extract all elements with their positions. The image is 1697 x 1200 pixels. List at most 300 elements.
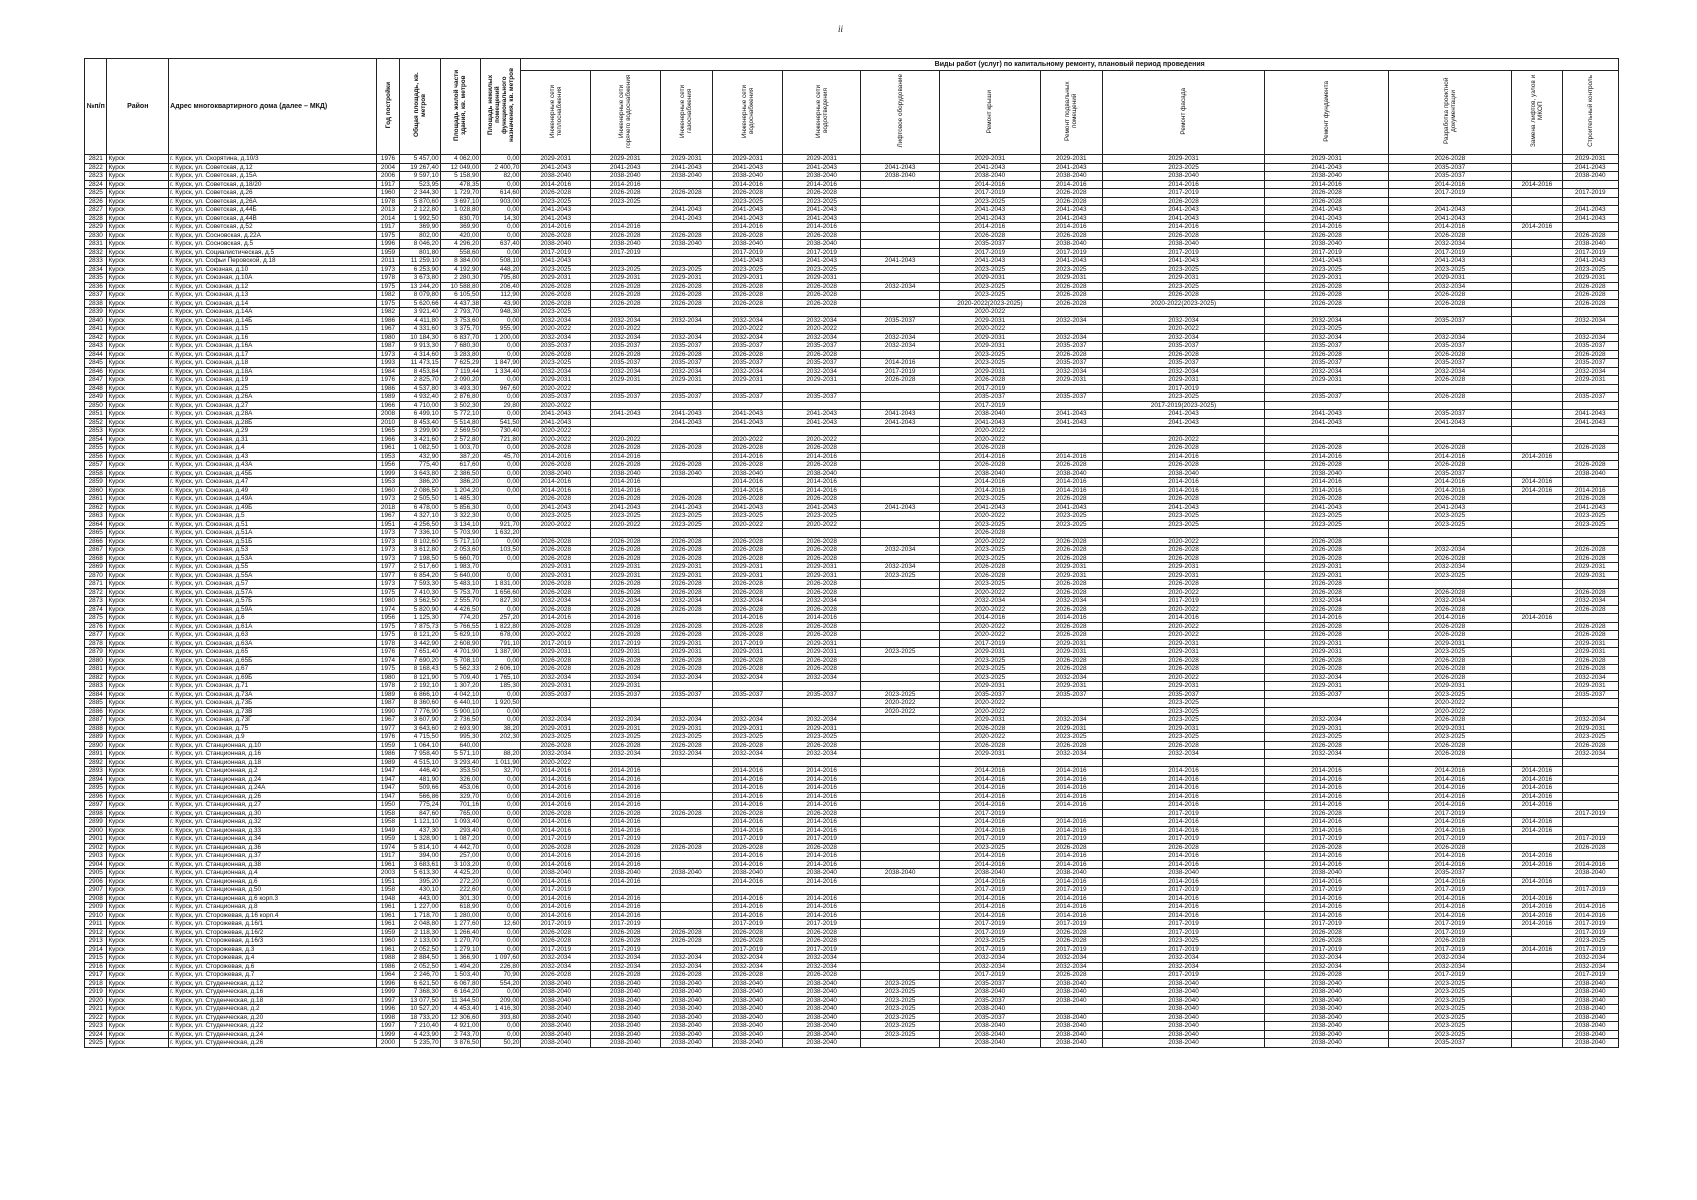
cell-work-12: 2026-2028 xyxy=(1562,444,1618,453)
cell-work-1: 2035-2037 xyxy=(591,393,661,402)
cell-work-9 xyxy=(1265,707,1388,716)
cell-work-7 xyxy=(1040,707,1102,716)
cell-district: Курск xyxy=(107,801,169,810)
cell-total-area: 2 122,80 xyxy=(400,206,440,215)
cell-work-10: 2026-2028 xyxy=(1388,461,1511,470)
cell-work-8: 2020-2022 xyxy=(1102,673,1265,682)
cell-work-1: 2032-2034 xyxy=(591,367,661,376)
cell-address: г. Курск, ул. Советская, д.26А xyxy=(169,197,377,206)
cell-work-7: 2038-2040 xyxy=(1040,1039,1102,1048)
cell-year: 1993 xyxy=(376,359,400,368)
cell-work-1: 2020-2022 xyxy=(591,520,661,529)
cell-nonres-area: 0,00 xyxy=(481,801,521,810)
cell-district: Курск xyxy=(107,435,169,444)
table-row xyxy=(85,614,1619,623)
cell-work-6: 2020-2022 xyxy=(939,699,1040,708)
cell-work-5 xyxy=(861,240,940,249)
cell-living-area: 1 087,20 xyxy=(440,835,480,844)
cell-district: Курск xyxy=(107,605,169,614)
cell-work-5 xyxy=(861,180,940,189)
cell-work-5 xyxy=(861,614,940,623)
cell-num: 2843 xyxy=(85,342,107,351)
cell-num: 2921 xyxy=(85,1005,107,1014)
cell-work-5: 2023-2025 xyxy=(861,996,940,1005)
cell-num: 2845 xyxy=(85,359,107,368)
cell-nonres-area: 0,00 xyxy=(481,809,521,818)
cell-work-9: 2014-2016 xyxy=(1265,826,1388,835)
cell-num: 2875 xyxy=(85,614,107,623)
cell-work-5 xyxy=(861,461,940,470)
table-row xyxy=(85,733,1619,742)
cell-work-9: 2038-2040 xyxy=(1265,988,1388,997)
cell-work-12: 2035-2037 xyxy=(1562,690,1618,699)
cell-work-2 xyxy=(660,911,713,920)
cell-work-1: 2038-2040 xyxy=(591,1022,661,1031)
cell-work-2 xyxy=(660,860,713,869)
cell-living-area: 12 049,00 xyxy=(440,163,480,172)
cell-num: 2894 xyxy=(85,775,107,784)
cell-work-12: 2026-2028 xyxy=(1562,554,1618,563)
cell-work-0: 2032-2034 xyxy=(521,597,591,606)
cell-address: г. Курск, ул. Союзная, д.16А xyxy=(169,342,377,351)
cell-work-1: 2032-2034 xyxy=(591,316,661,325)
cell-work-2 xyxy=(660,818,713,827)
cell-work-2: 2038-2040 xyxy=(660,996,713,1005)
cell-district: Курск xyxy=(107,163,169,172)
cell-work-11 xyxy=(1512,325,1562,334)
cell-address: г. Курск, ул. Станционная, д.50 xyxy=(169,886,377,895)
cell-work-2: 2038-2040 xyxy=(660,1039,713,1048)
cell-work-10: 2023-2025 xyxy=(1388,648,1511,657)
cell-work-4: 2026-2028 xyxy=(782,937,861,946)
cell-work-10: 2029-2031 xyxy=(1388,274,1511,283)
cell-work-4: 2026-2028 xyxy=(782,350,861,359)
cell-work-2: 2038-2040 xyxy=(660,1030,713,1039)
cell-nonres-area: 721,80 xyxy=(481,435,521,444)
cell-work-6: 2038-2040 xyxy=(939,410,1040,419)
cell-work-5 xyxy=(861,427,940,436)
cell-district: Курск xyxy=(107,1039,169,1048)
cell-work-12: 2017-2019 xyxy=(1562,835,1618,844)
cell-living-area: 5 571,10 xyxy=(440,750,480,759)
cell-work-8: 2017-2019 xyxy=(1102,886,1265,895)
table-row xyxy=(85,903,1619,912)
cell-work-9: 2026-2028 xyxy=(1265,546,1388,555)
cell-work-12: 2017-2019 xyxy=(1562,248,1618,257)
cell-work-4 xyxy=(782,707,861,716)
cell-work-10: 2014-2016 xyxy=(1388,894,1511,903)
cell-work-1 xyxy=(591,206,661,215)
cell-nonres-area: 0,00 xyxy=(481,937,521,946)
cell-work-10: 2014-2016 xyxy=(1388,614,1511,623)
cell-district: Курск xyxy=(107,376,169,385)
cell-work-2 xyxy=(660,180,713,189)
cell-address: г. Курск, ул. Станционная, д.10 xyxy=(169,741,377,750)
cell-work-9: 2017-2019 xyxy=(1265,248,1388,257)
cell-work-0: 2020-2022 xyxy=(521,758,591,767)
table-row xyxy=(85,775,1619,784)
cell-work-2: 2035-2037 xyxy=(660,342,713,351)
cell-work-2: 2026-2028 xyxy=(660,444,713,453)
table-row xyxy=(85,206,1619,215)
cell-work-4: 2032-2034 xyxy=(782,750,861,759)
cell-work-10: 2017-2019 xyxy=(1388,189,1511,198)
cell-work-10: 2041-2043 xyxy=(1388,503,1511,512)
cell-work-6: 2035-2037 xyxy=(939,393,1040,402)
cell-nonres-area xyxy=(481,495,521,504)
cell-total-area: 2 517,60 xyxy=(400,563,440,572)
cell-work-2: 2041-2043 xyxy=(660,418,713,427)
cell-work-5: 2032-2034 xyxy=(861,282,940,291)
cell-total-area: 775,24 xyxy=(400,801,440,810)
cell-work-0: 2032-2034 xyxy=(521,316,591,325)
cell-work-5 xyxy=(861,393,940,402)
cell-work-11 xyxy=(1512,665,1562,674)
cell-work-0: 2032-2034 xyxy=(521,333,591,342)
cell-work-8: 2017-2019 xyxy=(1102,920,1265,929)
cell-work-10: 2032-2034 xyxy=(1388,563,1511,572)
cell-nonres-area: 103,50 xyxy=(481,546,521,555)
cell-work-9: 2026-2028 xyxy=(1265,189,1388,198)
cell-work-5 xyxy=(861,682,940,691)
cell-work-6: 2023-2025 xyxy=(939,843,1040,852)
cell-work-12: 2023-2025 xyxy=(1562,733,1618,742)
cell-address: г. Курск, ул. Станционная, д.24 xyxy=(169,775,377,784)
cell-work-10: 2035-2037 xyxy=(1388,342,1511,351)
table-row xyxy=(85,1005,1619,1014)
table-row xyxy=(85,495,1619,504)
cell-work-0: 2014-2016 xyxy=(521,775,591,784)
cell-work-2 xyxy=(660,801,713,810)
cell-work-5: 2026-2028 xyxy=(861,376,940,385)
cell-work-5 xyxy=(861,775,940,784)
cell-work-3: 2029-2031 xyxy=(713,376,783,385)
cell-work-4: 2038-2040 xyxy=(782,1022,861,1031)
table-row xyxy=(85,758,1619,767)
cell-address: г. Курск, ул. Студенческая, д.20 xyxy=(169,1013,377,1022)
cell-living-area: 5 629,10 xyxy=(440,631,480,640)
cell-address: г. Курск, ул. Союзная, д.13 xyxy=(169,291,377,300)
cell-year: 2008 xyxy=(376,410,400,419)
cell-work-9: 2026-2028 xyxy=(1265,282,1388,291)
cell-work-8: 2026-2028 xyxy=(1102,231,1265,240)
cell-num: 2829 xyxy=(85,223,107,232)
cell-work-1 xyxy=(591,401,661,410)
cell-work-2: 2026-2028 xyxy=(660,971,713,980)
cell-work-1: 2029-2031 xyxy=(591,563,661,572)
header-living-area: Площадь жилой части здания, кв. метров xyxy=(440,59,480,155)
cell-work-7: 2026-2028 xyxy=(1040,554,1102,563)
cell-work-3: 2032-2034 xyxy=(713,367,783,376)
cell-work-9: 2038-2040 xyxy=(1265,469,1388,478)
cell-work-11 xyxy=(1512,427,1562,436)
cell-work-6: 2014-2016 xyxy=(939,478,1040,487)
cell-num: 2862 xyxy=(85,503,107,512)
cell-work-1: 2026-2028 xyxy=(591,546,661,555)
cell-work-2: 2023-2025 xyxy=(660,520,713,529)
table-row xyxy=(85,724,1619,733)
cell-total-area: 4 327,10 xyxy=(400,512,440,521)
cell-work-4 xyxy=(782,529,861,538)
cell-work-8: 2032-2034 xyxy=(1102,316,1265,325)
cell-living-area: 6 440,10 xyxy=(440,699,480,708)
cell-work-0 xyxy=(521,529,591,538)
cell-work-8: 2014-2016 xyxy=(1102,775,1265,784)
cell-work-2: 2038-2040 xyxy=(660,469,713,478)
cell-work-8 xyxy=(1102,308,1265,317)
cell-work-1: 2038-2040 xyxy=(591,996,661,1005)
cell-work-12: 2032-2034 xyxy=(1562,597,1618,606)
table-row xyxy=(85,690,1619,699)
cell-work-8: 2014-2016 xyxy=(1102,223,1265,232)
cell-work-1: 2014-2016 xyxy=(591,911,661,920)
cell-work-10: 2023-2025 xyxy=(1388,1030,1511,1039)
cell-work-12 xyxy=(1562,427,1618,436)
cell-living-area: 3 502,30 xyxy=(440,401,480,410)
cell-address: г. Курск, ул. Союзная, д.49 xyxy=(169,486,377,495)
cell-work-5 xyxy=(861,903,940,912)
cell-work-10: 2026-2028 xyxy=(1388,605,1511,614)
cell-work-7 xyxy=(1040,325,1102,334)
cell-year: 1987 xyxy=(376,699,400,708)
cell-year: 1986 xyxy=(376,962,400,971)
cell-year: 1961 xyxy=(376,444,400,453)
cell-work-3: 2038-2040 xyxy=(713,469,783,478)
cell-district: Курск xyxy=(107,248,169,257)
cell-work-0: 2038-2040 xyxy=(521,1039,591,1048)
table-row xyxy=(85,877,1619,886)
cell-work-12: 2017-2019 xyxy=(1562,920,1618,929)
cell-work-11 xyxy=(1512,563,1562,572)
cell-work-7: 2029-2031 xyxy=(1040,563,1102,572)
cell-work-1: 2029-2031 xyxy=(591,274,661,283)
cell-work-2: 2026-2028 xyxy=(660,843,713,852)
cell-nonres-area: 0,00 xyxy=(481,911,521,920)
cell-nonres-area: 0,00 xyxy=(481,537,521,546)
cell-work-12: 2014-2016 xyxy=(1562,903,1618,912)
cell-num: 2830 xyxy=(85,231,107,240)
header-work-0: Инженерные сети теплоснабжения xyxy=(521,71,591,155)
cell-year: 1917 xyxy=(376,180,400,189)
cell-work-7: 2038-2040 xyxy=(1040,996,1102,1005)
cell-district: Курск xyxy=(107,928,169,937)
cell-year: 2003 xyxy=(376,869,400,878)
table-row xyxy=(85,792,1619,801)
cell-work-0 xyxy=(521,699,591,708)
cell-work-1: 2038-2040 xyxy=(591,869,661,878)
cell-district: Курск xyxy=(107,231,169,240)
cell-work-0: 2038-2040 xyxy=(521,1030,591,1039)
cell-living-area: 5 753,70 xyxy=(440,588,480,597)
cell-work-10: 2017-2019 xyxy=(1388,886,1511,895)
cell-work-11 xyxy=(1512,716,1562,725)
cell-district: Курск xyxy=(107,308,169,317)
cell-district: Курск xyxy=(107,546,169,555)
cell-living-area: 4 437,38 xyxy=(440,299,480,308)
table-row xyxy=(85,869,1619,878)
cell-work-4 xyxy=(782,427,861,436)
cell-work-5 xyxy=(861,937,940,946)
cell-work-10: 2035-2037 xyxy=(1388,163,1511,172)
cell-work-10: 2023-2025 xyxy=(1388,571,1511,580)
cell-work-4: 2014-2016 xyxy=(782,818,861,827)
cell-work-6: 2023-2025 xyxy=(939,656,1040,665)
cell-work-10: 2026-2028 xyxy=(1388,444,1511,453)
cell-work-10: 2035-2037 xyxy=(1388,359,1511,368)
cell-living-area: 5 766,55 xyxy=(440,622,480,631)
cell-work-9: 2038-2040 xyxy=(1265,1013,1388,1022)
cell-living-area: 617,60 xyxy=(440,461,480,470)
cell-work-4: 2038-2040 xyxy=(782,1039,861,1048)
cell-work-3: 2041-2043 xyxy=(713,418,783,427)
cell-year: 1982 xyxy=(376,308,400,317)
cell-work-3: 2023-2025 xyxy=(713,512,783,521)
cell-district: Курск xyxy=(107,401,169,410)
cell-work-8: 2023-2025 xyxy=(1102,699,1265,708)
cell-work-3: 2026-2028 xyxy=(713,282,783,291)
cell-year: 1961 xyxy=(376,920,400,929)
cell-work-12: 2038-2040 xyxy=(1562,988,1618,997)
cell-work-3: 2038-2040 xyxy=(713,172,783,181)
cell-work-10: 2017-2019 xyxy=(1388,920,1511,929)
cell-year: 1984 xyxy=(376,367,400,376)
cell-district: Курск xyxy=(107,792,169,801)
cell-work-1: 2026-2028 xyxy=(591,291,661,300)
cell-total-area: 369,90 xyxy=(400,223,440,232)
cell-district: Курск xyxy=(107,418,169,427)
cell-num: 2893 xyxy=(85,767,107,776)
cell-year: 1966 xyxy=(376,435,400,444)
cell-district: Курск xyxy=(107,1022,169,1031)
cell-num: 2885 xyxy=(85,699,107,708)
cell-work-7: 2041-2043 xyxy=(1040,503,1102,512)
cell-work-6: 2038-2040 xyxy=(939,172,1040,181)
cell-work-5 xyxy=(861,767,940,776)
cell-work-9 xyxy=(1265,699,1388,708)
cell-work-10: 2023-2025 xyxy=(1388,1022,1511,1031)
cell-work-4: 2032-2034 xyxy=(782,367,861,376)
cell-work-10: 2014-2016 xyxy=(1388,903,1511,912)
cell-work-2 xyxy=(660,894,713,903)
cell-work-12 xyxy=(1562,478,1618,487)
cell-total-area: 3 612,80 xyxy=(400,546,440,555)
cell-year: 1986 xyxy=(376,316,400,325)
cell-num: 2857 xyxy=(85,461,107,470)
cell-work-12 xyxy=(1562,580,1618,589)
table-row xyxy=(85,911,1619,920)
cell-nonres-area: 0,00 xyxy=(481,461,521,470)
cell-work-7: 2026-2028 xyxy=(1040,546,1102,555)
cell-total-area: 3 562,50 xyxy=(400,597,440,606)
cell-nonres-area: 2 400,70 xyxy=(481,163,521,172)
cell-work-0: 2014-2016 xyxy=(521,180,591,189)
cell-work-10: 2020-2022 xyxy=(1388,699,1511,708)
cell-work-0: 2023-2025 xyxy=(521,359,591,368)
cell-work-7 xyxy=(1040,444,1102,453)
cell-work-12 xyxy=(1562,435,1618,444)
cell-total-area: 1 227,00 xyxy=(400,903,440,912)
cell-work-1: 2038-2040 xyxy=(591,240,661,249)
table-row xyxy=(85,971,1619,980)
cell-work-7: 2014-2016 xyxy=(1040,614,1102,623)
cell-work-0: 2020-2022 xyxy=(521,631,591,640)
cell-address: г. Курск, ул. Советская, д.18/20 xyxy=(169,180,377,189)
cell-district: Курск xyxy=(107,580,169,589)
cell-work-5 xyxy=(861,784,940,793)
cell-work-11: 2014-2016 xyxy=(1512,614,1562,623)
cell-work-8: 2026-2028 xyxy=(1102,546,1265,555)
table-row xyxy=(85,180,1619,189)
cell-work-2: 2023-2025 xyxy=(660,512,713,521)
cell-work-2: 2026-2028 xyxy=(660,546,713,555)
cell-work-2 xyxy=(660,435,713,444)
cell-work-7: 2023-2025 xyxy=(1040,512,1102,521)
cell-work-2: 2032-2034 xyxy=(660,750,713,759)
cell-address: г. Курск, ул. Советская, д.15А xyxy=(169,172,377,181)
cell-work-4: 2014-2016 xyxy=(782,894,861,903)
cell-year: 1988 xyxy=(376,954,400,963)
cell-num: 2860 xyxy=(85,486,107,495)
cell-work-10: 2032-2034 xyxy=(1388,367,1511,376)
cell-living-area: 5 717,10 xyxy=(440,537,480,546)
cell-total-area: 8 079,80 xyxy=(400,291,440,300)
cell-work-6: 2041-2043 xyxy=(939,163,1040,172)
cell-work-11 xyxy=(1512,444,1562,453)
cell-living-area: 2 608,90 xyxy=(440,639,480,648)
cell-work-4: 2014-2016 xyxy=(782,775,861,784)
cell-work-10: 2026-2028 xyxy=(1388,155,1511,164)
cell-nonres-area: 0,00 xyxy=(481,155,521,164)
cell-work-7: 2026-2028 xyxy=(1040,580,1102,589)
cell-work-5 xyxy=(861,631,940,640)
cell-work-8: 2020-2022(2023-2025) xyxy=(1102,299,1265,308)
cell-work-6: 2032-2034 xyxy=(939,962,1040,971)
cell-work-6: 2041-2043 xyxy=(939,257,1040,266)
cell-living-area: 257,00 xyxy=(440,852,480,861)
cell-nonres-area: 1 387,90 xyxy=(481,648,521,657)
cell-total-area: 18 733,20 xyxy=(400,1013,440,1022)
cell-work-5 xyxy=(861,750,940,759)
cell-work-11 xyxy=(1512,512,1562,521)
table-row xyxy=(85,716,1619,725)
table-row xyxy=(85,784,1619,793)
cell-num: 2852 xyxy=(85,418,107,427)
cell-work-7 xyxy=(1040,1005,1102,1014)
cell-num: 2897 xyxy=(85,801,107,810)
cell-work-1: 2026-2028 xyxy=(591,656,661,665)
cell-work-5 xyxy=(861,622,940,631)
cell-work-1: 2026-2028 xyxy=(591,282,661,291)
cell-year: 2010 xyxy=(376,418,400,427)
cell-work-2 xyxy=(660,758,713,767)
cell-total-area: 13 077,50 xyxy=(400,996,440,1005)
cell-work-9: 2035-2037 xyxy=(1265,393,1388,402)
cell-work-1: 2038-2040 xyxy=(591,1039,661,1048)
cell-work-4 xyxy=(782,758,861,767)
cell-work-11 xyxy=(1512,376,1562,385)
cell-work-8: 2014-2016 xyxy=(1102,180,1265,189)
cell-year: 1978 xyxy=(376,639,400,648)
cell-address: г. Курск, ул. Сторожевая, д.6 xyxy=(169,962,377,971)
cell-work-8: 2038-2040 xyxy=(1102,1013,1265,1022)
cell-work-2: 2032-2034 xyxy=(660,367,713,376)
cell-total-area: 13 244,20 xyxy=(400,282,440,291)
cell-year: 1953 xyxy=(376,452,400,461)
cell-work-10: 2032-2034 xyxy=(1388,333,1511,342)
cell-nonres-area: 38,20 xyxy=(481,724,521,733)
cell-work-6: 2017-2019 xyxy=(939,384,1040,393)
cell-work-2: 2029-2031 xyxy=(660,648,713,657)
